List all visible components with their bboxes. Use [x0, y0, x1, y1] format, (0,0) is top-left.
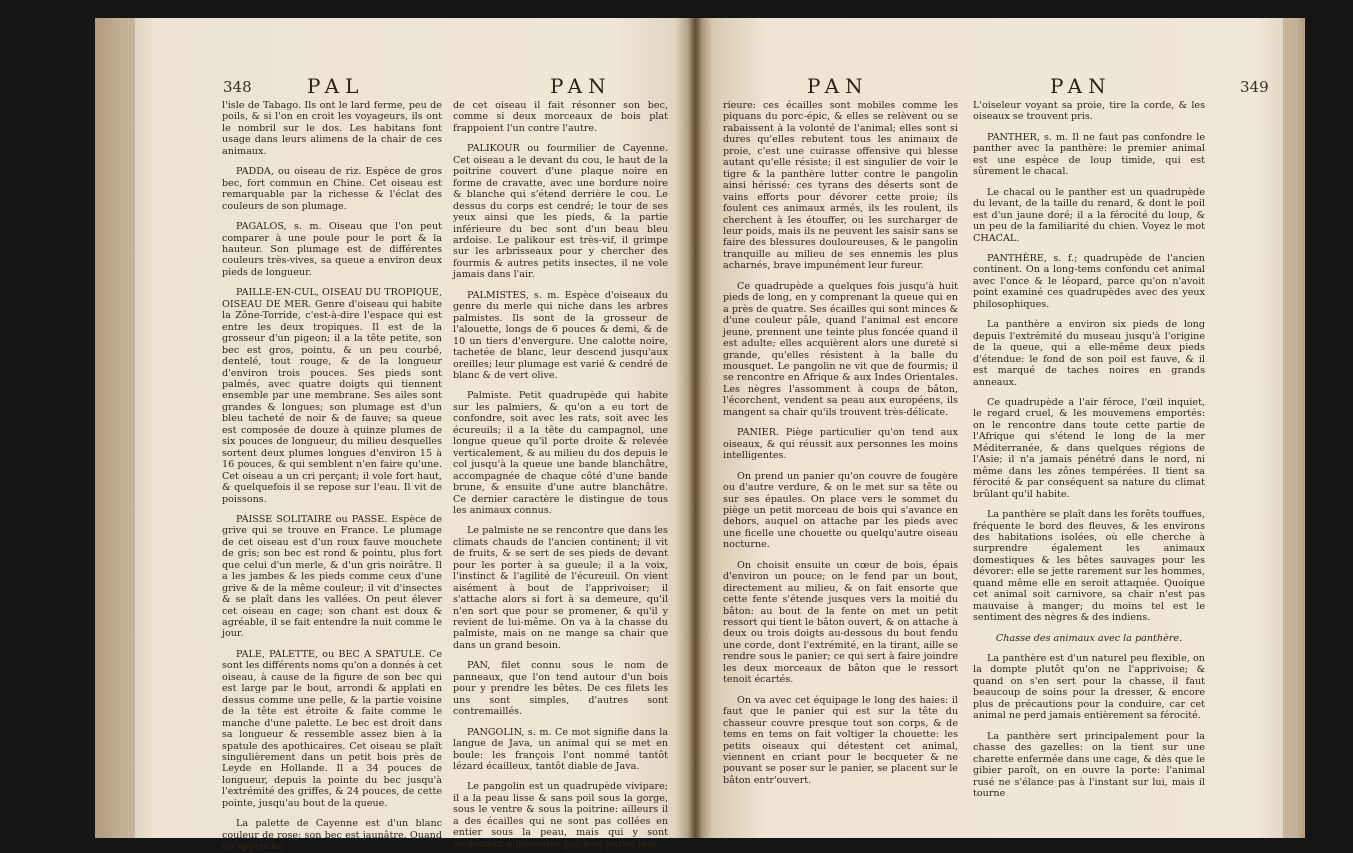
paragraph: La panthère est d'un naturel peu flexible, on la dompte plutôt qu'on ne l'apprivoise; & quand on s'en sert pour la chasse, il faut beaucoup de soins pour la dresser, & encore plus de précautions pour la conduire, car cet animal ne perd jamais entièrement sa férocité. — [973, 653, 1205, 722]
running-head-right-col1: PAN — [807, 74, 869, 98]
paragraph: Ce quadrupède a quelques fois jusqu'à huit pieds de long, en y comprenant la queue qui en a près de quatre. Ses écailles qui sont minces & d'une couleur pâle, quand l'animal est encore jeune, prennent une teinte plus foncée quand il est adulte; elles acquièrent alors une dureté si grande, qu'elles résistent à la balle du mousquet. Le pangolin ne vit que de fourmis; il se rencontre en Afrique & aux Indes Orientales. Les nègres l'assomment à coups de bâton, l'écorchent, vendent sa peau aux européens, ils mangent sa chair qu'ils trouvent très-délicate. — [723, 280, 958, 418]
paragraph: La palette de Cayenne est d'un blanc couleur de rose; son bec est jaunâtre. Quand on approche — [222, 818, 442, 853]
paragraph: Palmiste. Petit quadrupède qui habite sur les palmiers, & qu'on a eu tort de confondre, soit avec les rats, soit avec les écureuils; il a la tête du campagnol, une longue queue qu'il porte droite & relevée verticalement, & au milieu du dos depuis le col jusqu'à la queue une bande blanchâtre, accompagnée de chaque côté d'une bande brune, & ensuite d'une autre blanchâtre. Ce dernier caractère le distingue de tous les animaux connus. — [453, 390, 668, 516]
left-column-2 — [453, 100, 668, 850]
paragraph: PAISSE SOLITAIRE ou PASSE. Espèce de grive qui se trouve en France. Le plumage de cet oiseau est d'un roux fauve mouchete de gris; son bec est rond & pointu, plus fort que celui d'un merle, & d'un gris noirâtre. Il a les jambes & les pieds comme ceux d'une grive & de la même couleur; il vit d'insectes & se plaît dans les vallées. On peut élever cet oiseau en cage; son chant est doux & agréable, il se fait entendre la nuit comme le jour. — [222, 513, 442, 640]
page-number-left: 348 — [223, 78, 252, 96]
paragraph: PANIER. Piège particulier qu'on tend aux oiseaux, & qui réussit aux personnes les moins intelligentes. — [723, 427, 958, 462]
paragraph: PAGALOS, s. m. Oiseau que l'on peut comparer à une poule pour le port & la hauteur. Son plumage est de différentes couleurs très-vives, sa queue a environ deux pieds de longueur. — [222, 221, 442, 278]
paragraph: PALIKOUR ou fourmilier de Cayenne. Cet oiseau a le devant du cou, le haut de la poitrine couvert d'une plaque noire en forme de cravatte, avec une bordure noire & blanche qui s'étend derrière le cou. Le dessus du corps est cendré; le tour de ses yeux ainsi que les pieds, & la partie inférieure du bec sont d'un beau bleu ardoise. Le palikour est très-vif, il grimpe sur les arbrisseaux pour y chercher des fourmis & autres petits insectes, il ne vole jamais dans l'air. — [453, 143, 668, 281]
paragraph: On choisit ensuite un cœur de bois, épais d'environ un pouce; on le fend par un bout, directement au milieu, & on fait ensorte que cette fente s'étende jusques vers la moitié du bâton: au bout de la fente on met un petit ressort qui tient le bâton ouvert, & on attache à deux ou trois doigts au-dessous du bout fendu une corde, dont l'extrémité, en la tirant, aille se rendre sous le panier; ce qui sert à faire joindre les deux morceaux de bâton que le ressort tenoit écartés. — [723, 559, 958, 686]
paragraph: L'oiseleur voyant sa proie, tire la corde, & les oiseaux se trouvent pris. — [973, 100, 1205, 123]
open-book-spread — [95, 18, 1305, 853]
paragraph: PANTHER, s. m. Il ne faut pas confondre le panther avec la panthère: le premier animal est une espèce de loup timide, qui est sûrement le chacal. — [973, 131, 1205, 178]
paragraph: l'isle de Tabago. Ils ont le lard ferme, peu de poils, & si l'on en croit les voyageurs, ils ont le nombril sur le dos. Les habitans font usage dans leurs alimens de la chair de ces animaux. — [222, 100, 442, 157]
page-number-right: 349 — [1240, 78, 1269, 96]
paragraph: On va avec cet équipage le long des haies: il faut que le panier qui est sur la tête du chasseur couvre presque tout son corps, & de tems en tems on fait voltiger la chouette: les petits oiseaux qui détestent cet animal, viennent en criant pour le becqueter & ne pouvant se poser sur le panier, se placent sur le bâton entr'ouvert. — [723, 694, 958, 786]
paragraph: Le palmiste ne se rencontre que dans les climats chauds de l'ancien continent; il vit de fruits, & se sert de ses pieds de devant pour les porter à sa gueule; il a la voix, l'instinct & l'agilité de l'écureuil. On vient aisément à bout de l'apprivoiser; il s'attache alors si fort à sa demeure, qu'il n'en sort que pour se promener, & qu'il y revient de lui-même. On va à la chasse du palmiste, mais on ne mange sa chair que dans un grand besoin. — [453, 525, 668, 651]
paragraph: rieure: ces écailles sont mobiles comme les piquans du porc-épic, & elles se relèvent ou se rabaissent à la volonté de l'animal; elles sont si dures qu'elles rebutent tous les animaux de proie, c'est une cuirasse offensive qui blesse autant qu'elle résiste; il est singulier de voir le tigre & la panthère lutter contre le pangolin ainsi hérissé: ces tyrans des déserts sont de vains efforts pour dévorer cette proie; ils foulent ces animaux armés, ils les roulent, ils cherchent à les étouffer, ou les surcharger de leur poids, mais ils ne peuvent les saisir sans se faire des blessures douloureuses, & le pangolin tranquille au milieu de ses ennemis les plus acharnés, brave impunément leur fureur. — [723, 100, 958, 272]
paragraph: Le pangolin est un quadrupède vivipare; il a la peau lisse & sans poil sous la gorge, sous le ventre & sous la poitrine: ailleurs il a des écailles qui ne sont pas collées en entier sous la peau, mais qui y sont seulement adhérentes par leur partie infé- — [453, 781, 668, 850]
running-head-right-col2: PAN — [1050, 74, 1112, 98]
paragraph: La panthère a environ six pieds de long depuis l'extrémité du museau jusqu'à l'origine de la queue, qui a elle-même deux pieds d'étendue: le fond de son poil est fauve, & il est marqué de taches noires en grands anneaux. — [973, 319, 1205, 388]
paragraph: PAILLE-EN-CUL, OISEAU DU TROPIQUE, OISEAU DE MER. Genre d'oiseau qui habite la Zône-Torride, c'est-à-dire l'espace qui est entre les deux tropiques. Il est de la grosseur d'un pigeon; il a la tête petite, son bec est gros, pointu, & un peu courbé, dentelé, tout rouge, & de la longueur d'environ trois pouces. Ses pieds sont palmés, avec quatre doigts qui tiennent ensemble par une membrane. Ses ailes sont grandes & longues; son plumage est d'un bleu tacheté de noir & de fauve; sa queue est composée de douze à quinze plumes de six pouces de longueur, du milieu desquelles sortent deux plumes longues d'environ 15 à 16 pouces, & qui semblent n'en faire qu'une. Cet oiseau a un cri perçant; il vole fort haut, & quelquefois il se repose sur l'eau. Il vit de poissons. — [222, 287, 442, 505]
paragraph: Chasse des animaux avec la panthère. — [995, 632, 1183, 644]
running-head-left-col1: PAL — [307, 74, 365, 98]
paragraph: PANGOLIN, s. m. Ce mot signifie dans la langue de Java, un animal qui se met en boule: les françois l'ont nommé tantôt lézard écailleux, tantôt diable de Java. — [453, 726, 668, 773]
paragraph: Ce quadrupède a l'air féroce, l'œil inquiet, le regard cruel, & les mouvemens emportés: on le rencontre dans toute cette partie de l'Afrique qui s'étend le long de la mer Méditerranée, & dans quelques régions de l'Asie; il n'a jamais pénétré dans le nord, ni même dans les zônes tempérées. Il tient sa férocité & par conséquent sa nature du climat brûlant qu'il habite. — [973, 396, 1205, 500]
paragraph: La panthère sert principalement pour la chasse des gazelles: on la tient sur une charette enfermée dans une cage, & dès que le gibier paroît, on en ouvre la porte: l'animal rusé ne s'élance pas à l'instant sur lui, mais il tourne — [973, 730, 1205, 800]
paragraph: PALE, PALETTE, ou BEC A SPATULE. Ce sont les différents noms qu'on a donnés à cet oiseau, à cause de la figure de son bec qui est large par le bout, arrondi & applati en dessus comme une pelle, & la partie voisine de la tête est étroite & faite comme le manche d'une palette. Le bec est droit dans sa longueur & ressemble assez bien à la spatule des apothicaires. Cet oiseau se plaît singulièrement dans un petit bois près de Leyde en Hollande. Il a 34 pouces de longueur, depuis la pointe du bec jusqu'à l'extrémité des griffes, & 24 pouces, de cette pointe, jusqu'au bout de la queue. — [222, 648, 442, 809]
running-head-left-col2: PAN — [550, 74, 612, 98]
right-column-2 — [973, 100, 1205, 820]
right-page — [695, 18, 1305, 838]
paragraph: PADDA, ou oiseau de riz. Espèce de gros bec, fort commun en Chine. Cet oiseau est remarquable par la richesse & l'éclat des couleurs de son plumage. — [222, 166, 442, 212]
paragraph: PAN, filet connu sous le nom de panneaux, que l'on tend autour d'un bois pour y prendre les bêtes. De ces filets les uns sont simples, d'autres sont contremaillés. — [453, 660, 668, 718]
right-column-1 — [723, 100, 958, 820]
paragraph: On prend un panier qu'on couvre de fougère ou d'autre verdure, & on le met sur sa tête ou sur ses épaules. On place vers le sommet du piège un petit morceau de bois qui s'avance en dehors, auquel on attache par les pieds avec une ficelle une chouette ou quelqu'autre oiseau nocturne. — [723, 470, 958, 551]
paragraph: PALMISTES, s. m. Espèce d'oiseaux du genre du merle qui niche dans les arbres palmistes. Ils sont de la grosseur de l'alouette, longs de 6 pouces & demi, & de 10 un tiers d'envergure. Une calotte noire, tachetée de blanc, leur descend jusqu'aux oreilles; leur plumage est varié & cendré de blanc & de vert olive. — [453, 289, 668, 381]
paragraph: de cet oiseau il fait résonner son bec, comme si deux morceaux de bois plat frappoient l'un contre l'autre. — [453, 100, 668, 134]
page-edges-left — [95, 18, 135, 838]
page-edges-right — [1283, 18, 1305, 838]
paragraph: PANTHÈRE, s. f.; quadrupède de l'ancien continent. On a long-tems confondu cet animal avec l'once & le léopard, parce qu'on n'avoit point examiné ces quadrupèdes avec des yeux philosophiques. — [973, 252, 1205, 310]
left-column-1 — [222, 100, 442, 853]
paragraph: La panthère se plaît dans les forêts touffues, fréquente le bord des fleuves, & les environs des habitations isolées, où elle cherche à surprendre également les animaux domestiques & les bêtes sauvages pour les dévorer: elle se jette rarement sur les hommes, quand même elle en seroit attaquée. Quoique cet animal soit carnivore, sa chair n'est pas mauvaise à manger; du moins tel est le sentiment des nègres & des indiens. — [973, 509, 1205, 624]
book-gutter — [688, 18, 702, 838]
left-page — [95, 18, 695, 853]
paragraph: Le chacal ou le panther est un quadrupède du levant, de la taille du renard, & dont le poil est d'un jaune doré; il a la férocité du loup, & un peu de la familiarité du chien. Voyez le mot CHACAL. — [973, 186, 1205, 244]
